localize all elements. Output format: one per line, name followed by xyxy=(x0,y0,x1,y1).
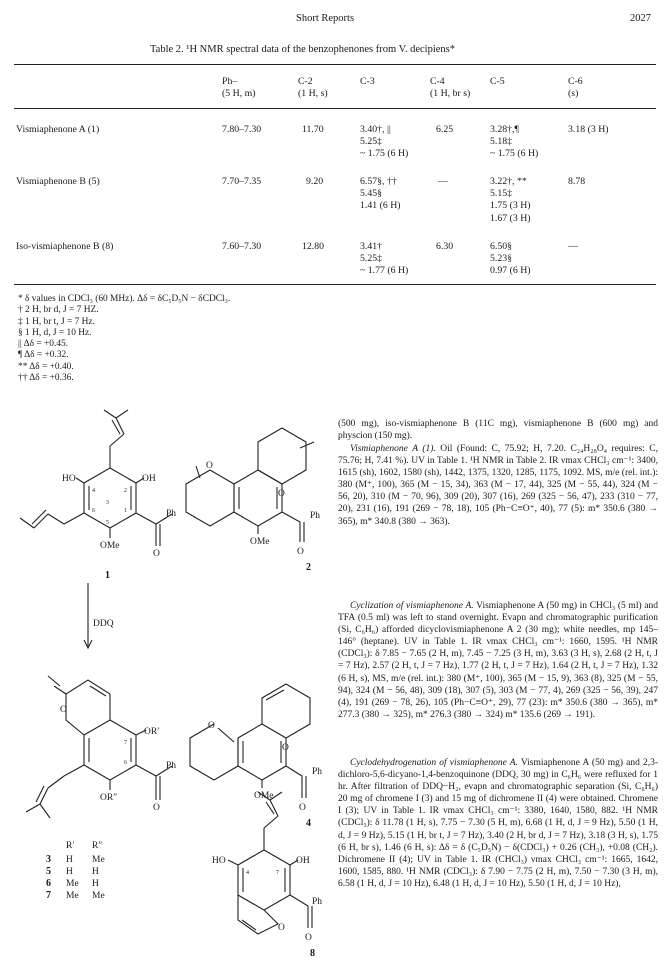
cell-c6: 8.78 xyxy=(568,176,586,187)
col-header-c5: C-5 xyxy=(490,76,505,87)
col-header-c2: C-2 (1 H, s) xyxy=(298,76,328,99)
svg-text:5: 5 xyxy=(46,866,51,877)
footnote: § 1 H, d, J = 10 Hz. xyxy=(18,327,92,338)
col-header-c3: C-3 xyxy=(360,76,375,87)
col-header-ph: Ph– (5 H, m) xyxy=(222,76,256,99)
table-footnotes xyxy=(18,294,230,384)
cell-c5: 3.22†, ** 5.15‡ 1.75 (3 H) 1.67 (3 H) xyxy=(490,176,531,224)
atom-ho: HO xyxy=(62,474,76,484)
paragraph-cyclodehydrogenation: Cyclodehydrogenation of vismiaphenone A. Vismiaphenone A (50 mg) and 2,3-dichloro-5,6-dicyano-1,4-benzoquinone (DDQ, 30 mg) in C₆H₆ were refluxed for 1 hr. After filtration of DDQ−H₂, evapn and chromatographic separation (Si, C₆H₆) 20 mg of chromene I (3) and 15 mg of dichromene II (4) were obtained. Chromene I (3); UV in Table 1. IR νmax CHCl₃ cm⁻¹: 3380, 1640, 1580, 882. ¹H NMR (CDCl₃): δ 11.78 (1 H, s), 7.75 − 7.30 (5 H, m), 6.68 (1 H, d, J = 9 Hz), 5.50 (1 H, d, J = 9 Hz), 5.15 (1 H, br t, J = 7 Hz), 3.40 (2 H, br d, J = 7 Hz), 3.18 (3 H, s), 1.75 (6 H, br s), 1.46 (6 H, s): Δδ = δ (C₅D₅N) − δ(CDCl₃) + 0.26 (CH₃), +0.08 (CH₂). Dichromene II (4); UV in Table 1. IR (CHCl₃) νmax CHCl₃ cm⁻¹: 1665, 1642, 1600, 1585, 880. ¹H NMR (CDCl₃): δ 7.90 − 7.75 (2 H, m), 7.50 − 7.30 (3 H, m), 6.58 (1 H, d, J = 10 Hz), 6.48 (1 H, d, J = 10 Hz), 5.50 (1 H, d, J = 10 Hz), xyxy=(338,758,661,889)
paragraph-cyclization: Cyclization of vismiaphenone A. Vismiaphenone A (50 mg) in CHCl₃ (5 ml) and TFA (0.5 ml) was left to stand overnight. Evapn and chromatographic purification (Si, C₆H₆) afforded dicyclovismiaphenone A 2 (30 mg); white needles, mp 145–146° (heptane). UV in Table 1. IR νmax CHCl₃ cm⁻¹: 1660, 1595. ¹H NMR (CDCl₃): δ 7.85 − 7.65 (2 H, m), 7.45 − 7.25 (3 H, m), 3.63 (3 H, s), 2.68 (2 H, t, J = 7 Hz), 2.57 (2 H, t, J = 7 Hz), 1.77 (2 H, t, J = 7 Hz), 1.64 (2 H, t, J = 7 Hz), 1.32 (6 H, s), MS, m/e (rel. int.): 380 (M⁺, 100), 365 (M − 15, 9), 363 (8), 325 (M − 55, 94), 324 (M − 56, 48), 309 (18), 307 (5), 303 (M − 77, 4), 269 (325 − 56, 39), 247 (4), 191 (269 − 78, 26), 105 (Ph−C≡O⁺, 29), 77 (23): m* 350.6 (380 → 365), m* 277.3 (380 → 325), m* 276.3 (380 → 324) m* 135.6 (269 → 191). xyxy=(338,601,661,720)
svg-text:Me: Me xyxy=(92,855,105,865)
cell-c4: 6.30 xyxy=(436,241,454,252)
atom-o: O xyxy=(299,803,306,813)
cell-c5: 6.50§ 5.23§ 0.97 (6 H) xyxy=(490,241,531,277)
atom-ome: OMe xyxy=(250,537,270,547)
atom-o: O xyxy=(305,933,312,943)
ring-number: 6 xyxy=(92,508,95,514)
atom-oh: OH xyxy=(142,474,156,484)
cell-c3: 3.41† 5.25‡ ~ 1.77 (6 H) xyxy=(360,241,409,277)
atom-o: O xyxy=(153,803,160,813)
footnote: ¶ Δδ = +0.32. xyxy=(18,350,69,361)
atom-ph: Ph xyxy=(166,761,177,771)
page-number: 2027 xyxy=(630,13,651,24)
structure-compound-2 xyxy=(186,428,314,542)
cell-c6: 3.18 (3 H) xyxy=(568,124,609,135)
col-header-c6: C-6 (s) xyxy=(568,76,583,99)
paragraph-vismiaphenone-a: Vismiaphenone A (1). Oil (Found: C, 75.92; H, 7.20. C₂₄H₂₈O₄ requires: C, 75.76; H, 7.41 %). UV in Table 1. ¹H NMR in Table 2. IR νmax CHCl₃ cm⁻¹: 3400, 1615 (sh), 1602, 1580 (sh), 1442, 1375, 1320, 1285, 1175, 1092. MS, m/e (rel. int.): 380 (M⁺, 100), 365 (M − 15, 34), 363 (M − 17, 44), 325 (M − 55, 44), 324 (M − 56, 20), 310 (M − 70, 96), 309 (20), 307 (16), 269 (325 − 56, 47), 233 (310 − 77, 20), 231 (16), 191 (269 − 78, 18), 105 (Ph−C≡O⁺, 40), 77 (5): m* 350.6 (380 → 365), m* 340.8 (380 → 363). xyxy=(338,444,661,527)
footnote: || Δδ = +0.45. xyxy=(18,339,69,350)
table-top-rule xyxy=(14,64,656,65)
ring-number: 7 xyxy=(276,870,279,876)
table-header-rule xyxy=(14,108,656,109)
atom-ph: Ph xyxy=(312,897,323,907)
reagent-ddq: DDQ xyxy=(93,619,114,629)
row-name: Vismiaphenone A (1) xyxy=(16,124,100,135)
atom-o: O xyxy=(278,489,285,499)
atom-oh: OH xyxy=(296,856,310,866)
atom-o: O xyxy=(278,923,285,933)
atom-or-double-prime: OR″ xyxy=(100,793,118,803)
ring-number: 4 xyxy=(92,488,95,494)
atom-o: O xyxy=(206,461,213,471)
structure-compound-chromene xyxy=(26,676,172,818)
footnote: ** Δδ = +0.40. xyxy=(18,361,74,372)
substituent-table xyxy=(46,841,105,901)
ring-number: 1 xyxy=(124,508,127,514)
atom-ph: Ph xyxy=(166,509,177,519)
cell-c2: 12.80 xyxy=(302,241,325,252)
atom-o: O xyxy=(208,721,215,731)
running-header: Short Reports xyxy=(296,13,355,24)
svg-text:Me: Me xyxy=(66,879,79,889)
svg-text:6: 6 xyxy=(46,878,51,889)
compound-label-4: 4 xyxy=(306,818,311,829)
ring-number: 2 xyxy=(124,488,127,494)
cell-c4: — xyxy=(438,176,448,187)
cell-c3: 6.57§, †† 5.45§ 1.41 (6 H) xyxy=(360,176,401,212)
structure-compound-4 xyxy=(190,684,310,798)
cell-c2: 11.70 xyxy=(302,124,324,135)
footnote: * δ values in CDCl₃ (60 MHz). Δδ = δC₅D₅N − δCDCl₃. xyxy=(18,294,231,304)
atom-o: O xyxy=(282,743,289,753)
svg-text:H: H xyxy=(66,867,73,877)
ring-number: 7 xyxy=(124,740,127,746)
reaction-scheme xyxy=(0,408,336,960)
cell-ph: 7.80–7.30 xyxy=(222,124,262,135)
atom-or-prime: OR′ xyxy=(144,727,160,737)
row-name: Iso-vismiaphenone B (8) xyxy=(16,241,114,252)
atom-o: O xyxy=(153,549,160,559)
table-caption: Table 2. ¹H NMR spectral data of the benzophenones from V. decipiens* xyxy=(150,44,455,55)
col-header-c4: C-4 (1 H, br s) xyxy=(430,76,471,99)
paragraph-continued: (500 mg), iso-vismiaphenone B (11C mg), vismiaphenone B (600 mg) and physcion (150 mg). xyxy=(338,419,661,442)
compound-label-8: 8 xyxy=(310,948,315,959)
svg-text:Me: Me xyxy=(66,891,79,901)
cell-c2: 9.20 xyxy=(306,176,324,187)
atom-ome: OMe xyxy=(254,791,274,801)
ring-number: 4 xyxy=(246,870,249,876)
svg-text:R′: R′ xyxy=(66,841,75,851)
footnote: †† Δδ = +0.36. xyxy=(18,373,74,384)
cell-ph: 7.70–7.35 xyxy=(222,176,262,187)
ring-number: 3 xyxy=(106,500,109,506)
cell-c6: — xyxy=(568,241,578,252)
cell-c3: 3.40†, || 5.25‡ ~ 1.75 (6 H) xyxy=(360,124,409,160)
ring-number: 6 xyxy=(124,760,127,766)
row-name: Vismiaphenone B (5) xyxy=(16,176,100,187)
svg-text:H: H xyxy=(92,879,99,889)
atom-o: O xyxy=(60,705,67,715)
svg-text:H: H xyxy=(92,867,99,877)
footnote: ‡ 1 H, br t, J = 7 Hz. xyxy=(18,316,95,327)
table-bottom-rule xyxy=(14,284,656,285)
svg-text:Me: Me xyxy=(92,891,105,901)
atom-ome: OMe xyxy=(100,541,120,551)
compound-label-2: 2 xyxy=(306,562,311,573)
cell-c4: 6.25 xyxy=(436,124,454,135)
atom-ph: Ph xyxy=(312,767,323,777)
svg-text:7: 7 xyxy=(46,890,51,901)
atom-ph: Ph xyxy=(310,511,321,521)
ring-number: 5 xyxy=(106,520,109,526)
compound-label-1: 1 xyxy=(105,570,110,581)
cell-c5: 3.28†,¶ 5.18‡ ~ 1.75 (6 H) xyxy=(490,124,539,160)
svg-text:H: H xyxy=(66,855,73,865)
atom-ho: HO xyxy=(212,856,226,866)
svg-text:R″: R″ xyxy=(92,841,103,851)
svg-text:3: 3 xyxy=(46,854,51,865)
footnote: † 2 H, br d, J = 7 HZ. xyxy=(18,305,99,316)
atom-o: O xyxy=(297,547,304,557)
cell-ph: 7.60–7.30 xyxy=(222,241,262,252)
